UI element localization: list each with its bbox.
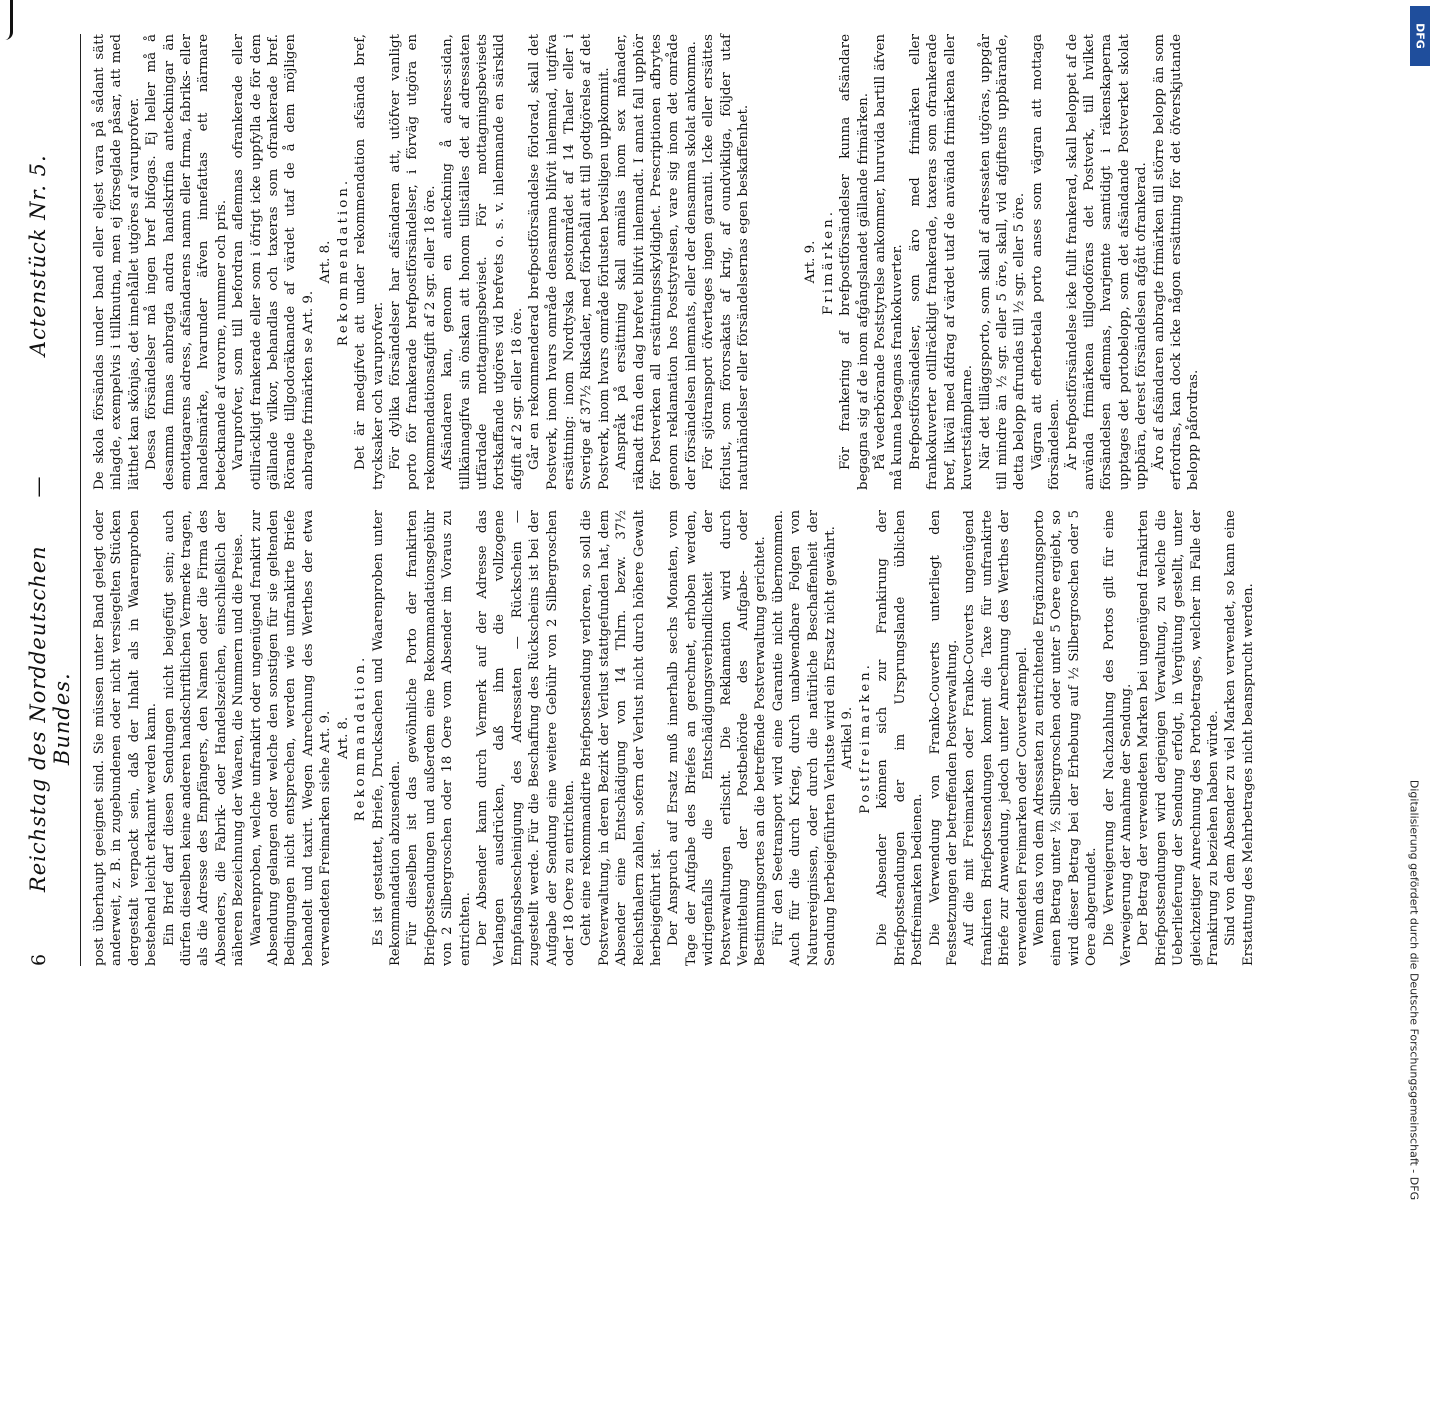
dfg-logo-text: DFG bbox=[1413, 23, 1427, 49]
sv-paragraph: Dessa försändelser må ingen bref bifogas. Ej heller må å desamma finnas anbragta andra handskrifna anteckningar än emottagarens adress, afsändarens namn eller firma, fabriks- eller handelsmärke, hvarunder äfven innefattas ett närmare betecknande af varorne, nummer och pris. bbox=[144, 34, 229, 490]
de-article-9-heading: Artikel 9. bbox=[840, 706, 856, 770]
sv-paragraph: De skola försändas under band eller eljest vara på sådant sätt inlagde, exempelvis i tillknutna, men ej förseglade påsar, att med lätthet kan skönjas, det innehållet utgöres af varuprofver. bbox=[92, 34, 142, 490]
swedish-column bbox=[91, 34, 1257, 490]
digitization-note-text: Digitalisierung gefördert durch die Deutsche Forschungsgemeinschaft - DFG bbox=[1407, 779, 1421, 1201]
sv-article-8-title: Rekommendation. bbox=[335, 177, 351, 347]
header-left-title: Reichstag des Norddeutschen Bundes. bbox=[26, 545, 74, 893]
two-column-body bbox=[91, 34, 1257, 966]
de-paragraph: Der Anspruch auf Ersatz muß innerhalb sechs Monaten, vom Tage der Aufgabe des Briefes an gerechnet, erhoben werden, widrigenfalls die Entschädigungsverbindlichkeit der Postverwaltungen erlischt. Die Reklamation wird durch Vermittelung der Postbehörde des Aufgabe- oder Bestimmungsortes an die betreffende Postverwaltung gerichtet. bbox=[666, 510, 769, 966]
de-paragraph: Es ist gestattet, Briefe, Drucksachen und Waarenproben unter Rekommandation abzusenden. bbox=[370, 510, 403, 966]
sv-paragraph: Vägran att efterbetala porto anses som vägran att mottaga försändelsen. bbox=[1029, 34, 1063, 490]
page-header bbox=[26, 34, 81, 966]
de-paragraph: Auf die mit Freimarken oder Franko-Couverts ungenügend frankirten Briefpostsendungen kommt die Taxe für unfrankirte Briefe zur Anwendung, jedoch unter Anrechnung des Werthes der verwendeten Freimarken oder Couvertstempel. bbox=[962, 510, 1030, 966]
sv-paragraph: För frankering af brefpostförsändelser kunna afsändare begagna sig af de inom afgångslandet gällande frimärken. bbox=[838, 34, 871, 490]
sv-article-9-heading: Art. 9. bbox=[803, 240, 819, 284]
sv-article-9-title: Frimärken. bbox=[820, 209, 836, 315]
de-paragraph: Die Absender können sich zur Frankirung der Briefpostsendungen der im Ursprungslande üblichen Postfreimarken bedienen. bbox=[875, 510, 926, 966]
digitization-note bbox=[1404, 560, 1424, 1420]
sv-paragraph: Afsändaren kan, genom en anteckning å adress-sidan, tillkännagifva sin önskan att honom tillställes det af adressaten utfärdade mottagningsbeviset. För mottagningsbevisets fortskaffande utgöres vid brefvets o. s. v. inlemnande en särskild afgift af 2 sgr. eller 18 öre. bbox=[440, 34, 525, 490]
de-paragraph: Die Verweigerung der Nachzahlung des Portos gilt für eine Verweigerung der Annahme der Sendung. bbox=[1101, 510, 1134, 966]
sv-paragraph: Äro af afsändaren anbragte frimärken till större belopp än som erfordras, kan dock icke någon ersättning för det öfverskjutande belopp påfordras. bbox=[1151, 34, 1202, 490]
dfg-logo-badge bbox=[1410, 6, 1430, 66]
de-article-8-title: Rekommandation. bbox=[353, 654, 369, 822]
column-gap bbox=[752, 34, 802, 490]
de-article-9-title: Postfreimarken. bbox=[857, 662, 873, 814]
de-paragraph: Für dieselben ist das gewöhnliche Porto der frankirten Briefpostsendungen und außerdem eine Rekommandationsgebühr von 2 Silbergroschen oder 18 Oere vom Absender im Voraus zu entrichten. bbox=[405, 510, 473, 966]
de-paragraph: Geht eine rekommandirte Briefpostsendung verloren, so soll die Postverwaltung, in deren Bezirk der Verlust stattgefunden hat, dem Absender eine Entschädigung von 14 Thlrn. bezw. 37½ Reichsthalern zahlen, sofern der Verlust nicht durch höhere Gewalt herbeigeführt ist. bbox=[579, 510, 664, 966]
sv-paragraph: För sjötransport öfvertages ingen garanti. Icke eller ersättes förlust, som förorsakats af krig, af oundvikliga, följder utaf naturhändelser eller försändelsernas egen beskaffenhet. bbox=[701, 34, 752, 490]
sv-paragraph: För dylika försändelser har afsändaren att, utöfver vanligt porto för frankerade brefpostförsändelser, i förväg utgöra en rekommendationsafgift af 2 sgr. eller 18 öre. bbox=[387, 34, 438, 490]
de-paragraph: Sind von dem Absender zu viel Marken verwendet, so kann eine Erstattung des Mehrbetrages nicht beansprucht werden. bbox=[1223, 510, 1256, 966]
sv-paragraph: Det är medgifvet att under rekommendation afsända bref, trycksaker och varuprofver. bbox=[353, 34, 386, 490]
sv-paragraph: På vederbörande Poststyrelse ankommer, huruvida bartill äfven må kunna begagnas frankokuverter. bbox=[873, 34, 906, 490]
sv-paragraph: Är brefpostförsändelse icke fullt frankerad, skall beloppet af de använda frimärkena tillgodoföras det Postverk, till hvilket försändelsen aflemnas, hvarjemte samtidigt i räkenskaperna upptages det portobelopp, som det afsändande Postverket skolat uppbära, derest försändelsen afgått ofrankerad. bbox=[1064, 34, 1150, 490]
de-paragraph: post überhaupt geeignet sind. Sie müssen unter Band gelegt oder anderweit, z. B. in zugebundenen oder nicht versiegelten Stücken dergestalt verpackt sein, daß der Inhalt als in Waarenproben bestehend leicht erkannt werden kann. bbox=[92, 510, 160, 966]
sv-paragraph: Går en rekommenderad brefpostförsändelse förlorad, skall det Postverk, inom hvars område densamma blifvit inlemnad, utgifva ersättning: inom Nordtyska postområdet af 14 Thaler eller i Sverige af 37½ Riksdaler, med förbehåll att till godtgörelse af det Postverk, inom hvars område förlusten bevisligen uppkommit. bbox=[527, 34, 612, 490]
de-paragraph: Die Verwendung von Franko-Couverts unterliegt den Festsetzungen der betreffenden Postverwaltung. bbox=[927, 510, 960, 966]
sv-paragraph: När det tilläggsporto, som skall af adressaten utgöras, uppgår till mindre än ½ sgr. eller 5 öre, skall, vid afgiftens uppbärande, detta belopp afrundas till ½ sgr. eller 5 öre. bbox=[977, 34, 1028, 490]
header-right-title: Actenstück Nr. 5. bbox=[26, 154, 50, 357]
page-number: 6 bbox=[28, 953, 50, 966]
german-column bbox=[91, 510, 1257, 966]
de-article-8-heading: Art. 8. bbox=[335, 716, 351, 760]
de-paragraph: Ein Brief darf diesen Sendungen nicht beigefügt sein; auch dürfen dieselben keine anderen handschriftlichen Vermerke tragen, als die Adresse des Empfängers, den Namen oder die Firma des Absenders, die Fabrik- oder Handelszeichen, einschließlich der näheren Bezeichnung der Waaren, die Nummern und die Preise. bbox=[161, 510, 247, 966]
header-separator: — bbox=[26, 476, 50, 498]
de-paragraph: Der Absender kann durch Vermerk auf der Adresse das Verlangen ausdrücken, daß ihm die vollzogene Empfangsbescheinigung des Adressaten — Rückschein — zugestellt werde. Für die Beschaffung des Rückscheins ist bei der Aufgabe der Sendung eine weitere Gebühr von 2 Silbergroschen oder 18 Oere zu entrichten. bbox=[474, 510, 577, 966]
de-paragraph: Der Betrag der verwendeten Marken bei ungenügend frankirten Briefpostsendungen wird derjenigen Verwaltung, zu welche die Ueberlieferung der Sendung erfolgt, in Vergütung gestellt, unter gleichzeitiger Anrechnung des Portobetrages, welcher im Falle der Frankirung zu beziehen haben würde. bbox=[1136, 510, 1221, 966]
sv-paragraph: Brefpostförsändelser, som äro med frimärken eller frankokuverter otillräckligt frankerade, taxeras som ofrankerade bref, likväl med afdrag af värdet utaf de använda frimärkena eller kuvertstämplarne. bbox=[907, 34, 976, 490]
sv-paragraph: Varuprofver, som till befordran aflemnas ofrankerade eller otillräckligt frankerade eller som i öfrigt icke uppfylla de för dem gällande vilkor, behandlas och taxeras som ofrankerade bref. Rörande tillgodoräknande af värdet utaf de å dem möjligen anbragte frimärken se Art. 9. bbox=[231, 34, 316, 490]
de-paragraph: Für den Seetransport wird eine Garantie nicht übernommen. Auch für die durch Krieg, durch unabwendbare Folgen von Naturereignissen, oder durch die natürliche Beschaffenheit der Sendung herbeigeführten Verluste wird ein Ersatz nicht gewährt. bbox=[770, 510, 839, 966]
de-paragraph: Waarenproben, welche unfrankirt oder ungenügend frankirt zur Absendung gelangen oder welche den sonstigen für sie geltenden Bedingungen nicht entsprechen, werden wie unfrankirte Briefe behandelt und taxirt. Wegen Anrechnung des Werthes der etwa verwendeten Freimarken siehe Art. 9. bbox=[248, 510, 334, 966]
sv-article-8-heading: Art. 8. bbox=[318, 240, 334, 284]
de-paragraph: Wenn das von dem Adressaten zu entrichtende Ergänzungsporto einen Betrag unter ½ Silbergroschen oder unter 5 Oere ergiebt, so wird dieser Betrag bei der Erhebung auf ½ Silbergroschen oder 5 Oere abgerundet. bbox=[1031, 510, 1100, 966]
sv-paragraph: Anspråk på ersättning skall anmälas inom sex månader, räknadt från den dag brefvet blifvit inlemnadt. I annat fall upphör för Postverken all ersättningsskyldighet. Prescriptionen afbrytes genom reklamation hos Poststyrelsen, vare sig inom det område der försändelsen inlemnats, eller der densamma skolat ankomma. bbox=[614, 34, 699, 490]
